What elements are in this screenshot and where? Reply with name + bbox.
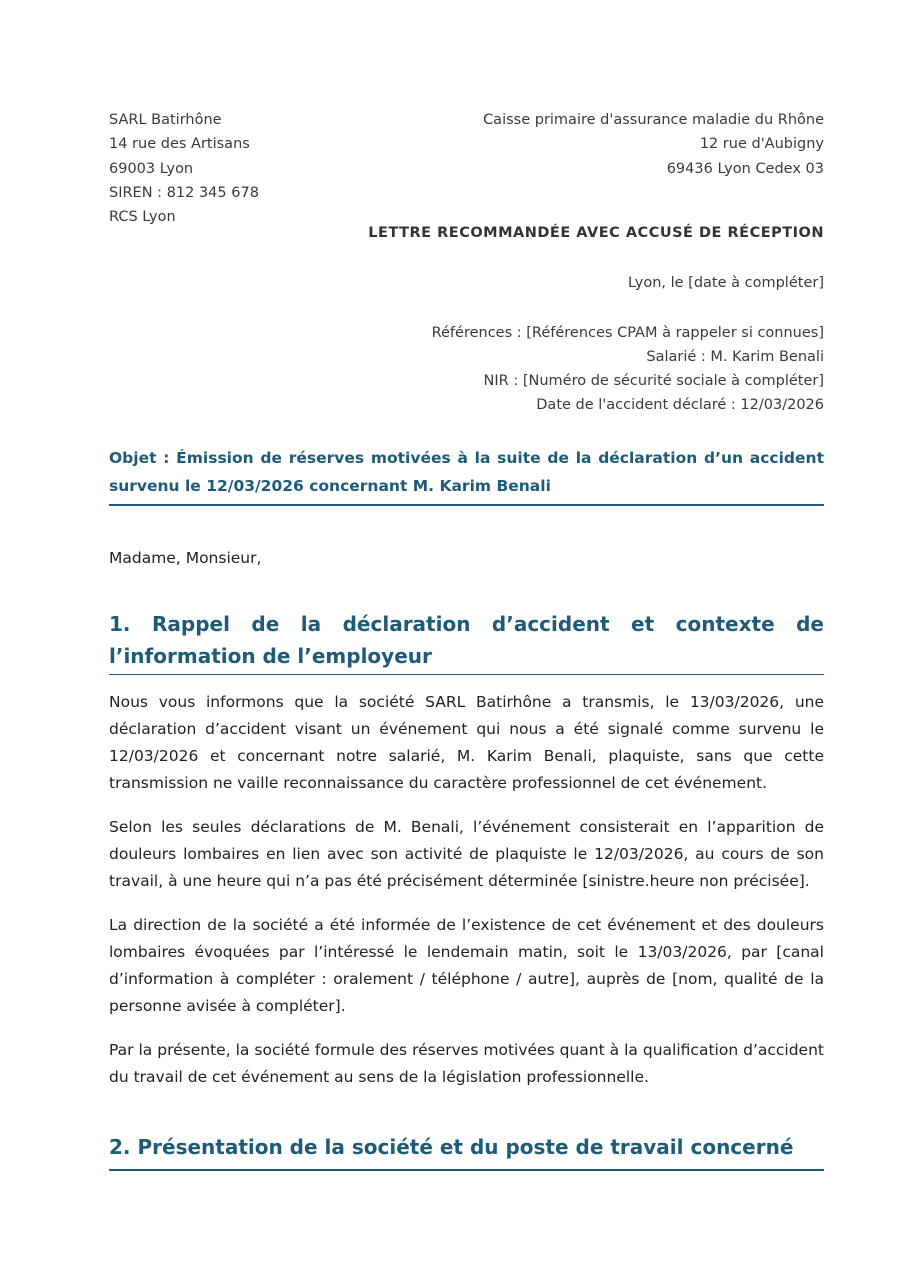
sender-line: SARL Batirhône [109, 112, 222, 128]
reference-line: Références : [Références CPAM à rappeler si connues] [431, 324, 824, 341]
letter-content [109, 108, 824, 1171]
recipient-line: Caisse primaire d'assurance maladie du Rhône [483, 112, 824, 128]
sender-line: SIREN : 812 345 678 [109, 184, 259, 201]
subject-line: Objet : Émission de réserves motivées à la suite de la déclaration d’un accident survenu le 12/03/2026 concernant M. Karim Benali [109, 444, 824, 506]
registered-mail-notice: LETTRE RECOMMANDÉE AVEC ACCUSÉ DE RÉCEPTION [368, 225, 824, 241]
sender-line: 69003 Lyon [109, 160, 194, 177]
section-heading: 1. Rappel de la déclaration d’accident et contexte de l’information de l’employeur [109, 608, 824, 675]
recipient-line: 12 rue d'Aubigny [699, 136, 824, 153]
reference-line: NIR : [Numéro de sécurité sociale à compléter] [483, 373, 824, 390]
date-line: Lyon, le [date à compléter] [628, 275, 824, 292]
salutation: Madame, Monsieur, [109, 548, 262, 567]
sender-address [109, 108, 259, 229]
address-header [109, 108, 824, 228]
recipient-line: 69436 Lyon Cedex 03 [666, 160, 824, 177]
recipient-address [483, 108, 824, 181]
sender-line: 14 rue des Artisans [109, 136, 250, 153]
body-paragraph: Nous vous informons que la société SARL Batirhône a transmis, le 13/03/2026, une déclaration d’accident visant un événement qui nous a été signalé comme survenu le 12/03/2026 et concernant notre salarié, M. Karim Benali, plaquiste, sans que cette transmission ne vaille reconnaissance du caractère professionnel de cet événement. [109, 692, 824, 792]
reference-line: Salarié : M. Karim Benali [646, 348, 824, 365]
body-paragraph: La direction de la société a été informée de l’existence de cet événement et des douleurs lombaires évoquées par l’intéressé le lendemain matin, soit le 13/03/2026, par [canal d’information à compléter : oralement / téléphone / autre], auprès de [nom, qualité de la personne avisée à compléter]. [109, 915, 824, 1015]
references-block [109, 321, 824, 418]
section-heading: 2. Présentation de la société et du poste de travail concerné [109, 1131, 824, 1171]
reference-line: Date de l'accident déclaré : 12/03/2026 [536, 397, 824, 414]
body-paragraph: Selon les seules déclarations de M. Benali, l’événement consisterait en l’apparition de douleurs lombaires en lien avec son activité de plaquiste le 12/03/2026, au cours de son travail, à une heure qui n’a pas été précisément déterminée [sinistre.heure non précisée]. [109, 817, 824, 890]
body-paragraph: Par la présente, la société formule des réserves motivées quant à la qualification d’accident du travail de cet événement au sens de la législation professionnelle. [109, 1040, 824, 1086]
sender-line: RCS Lyon [109, 209, 176, 226]
